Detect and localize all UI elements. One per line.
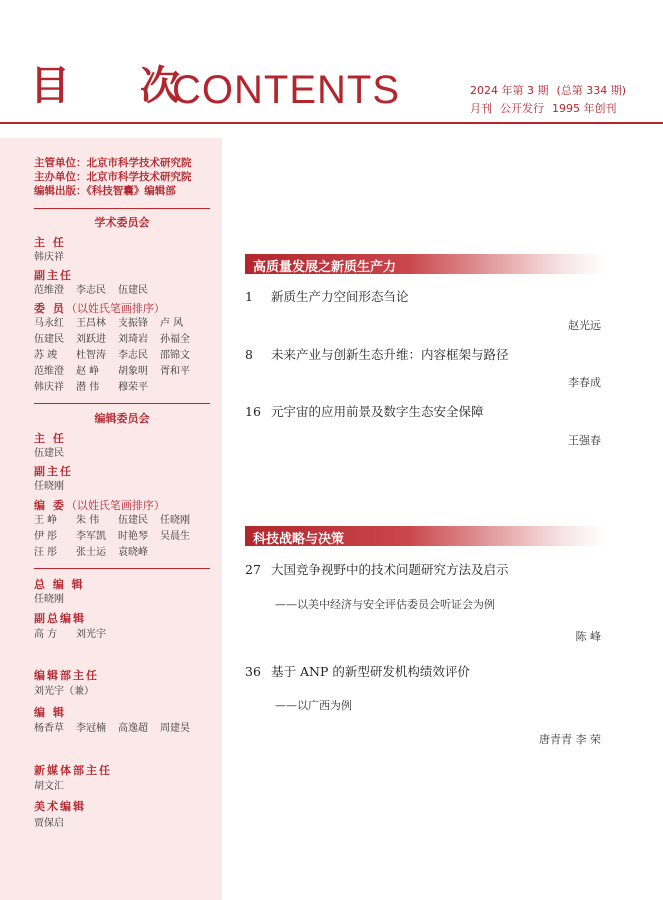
divider bbox=[34, 403, 210, 404]
distribution: 公开发行 bbox=[500, 102, 544, 115]
editorial-director-label: 主 任 bbox=[34, 432, 66, 445]
name: 朱 伟 bbox=[76, 515, 100, 526]
header bbox=[0, 0, 663, 126]
name-row bbox=[34, 364, 202, 380]
editors bbox=[34, 721, 202, 737]
name: 刘光宇 bbox=[76, 629, 106, 640]
deputy-chiefs bbox=[34, 627, 118, 643]
academic-director: 韩庆祥 bbox=[34, 252, 64, 263]
article-author: 李春成 bbox=[568, 376, 601, 389]
name: 伍建民 bbox=[118, 285, 148, 296]
name: 伍建民 bbox=[34, 334, 64, 345]
article-subtitle: ——以广西为例 bbox=[275, 699, 352, 712]
art-editor: 贾保启 bbox=[34, 818, 64, 829]
issue-number: 2024 年第 3 期 bbox=[470, 84, 549, 97]
name: 袁晓峰 bbox=[118, 547, 148, 558]
name: 时艳琴 bbox=[118, 531, 148, 542]
section-title: 高质量发展之新质生产力 bbox=[253, 260, 397, 275]
publisher-info bbox=[34, 156, 210, 198]
members-note: （以姓氏笔画排序） bbox=[65, 499, 165, 512]
article-author: 陈 峰 bbox=[575, 630, 601, 643]
new-media-label: 新媒体部主任 bbox=[34, 764, 112, 777]
name: 刘跃进 bbox=[76, 334, 106, 345]
name: 王 峥 bbox=[34, 515, 58, 526]
name: 穆荣平 bbox=[118, 382, 148, 393]
name: 胥和平 bbox=[160, 366, 190, 377]
name: 马永红 bbox=[34, 318, 64, 329]
article-title: 未来产业与创新生态升维：内容框架与路径 bbox=[271, 347, 509, 362]
chief-editor: 任晓刚 bbox=[34, 594, 64, 605]
name: 杨香草 bbox=[34, 723, 64, 734]
dept-director-label: 编辑部主任 bbox=[34, 669, 99, 682]
name: 范维澄 bbox=[34, 285, 64, 296]
name: 杜智涛 bbox=[76, 350, 106, 361]
article-title: 大国竞争视野中的技术问题研究方法及启示 bbox=[271, 562, 509, 577]
name-row bbox=[34, 348, 202, 364]
article-title: 新质生产力空间形态刍论 bbox=[271, 289, 409, 304]
editorial-members-label bbox=[34, 497, 165, 513]
frequency: 月刊 bbox=[470, 102, 492, 115]
editorial-deputy-label: 副主任 bbox=[34, 465, 73, 478]
divider bbox=[34, 568, 210, 569]
name: 卢 风 bbox=[160, 318, 184, 329]
new-media-director: 胡文汇 bbox=[34, 781, 64, 792]
article-title: 元宇宙的应用前景及数字生态安全保障 bbox=[271, 404, 484, 419]
article-author: 唐青青 李 荣 bbox=[539, 733, 601, 746]
academic-director-label: 主 任 bbox=[34, 236, 66, 249]
section-header bbox=[245, 254, 605, 274]
publisher-line: 编辑出版：《科技智囊》编辑部 bbox=[34, 185, 176, 197]
name-row bbox=[34, 529, 202, 545]
name: 邵锦文 bbox=[160, 350, 190, 361]
members-label: 委 员 bbox=[34, 302, 66, 315]
name: 苏 竣 bbox=[34, 350, 58, 361]
page-number: 36 bbox=[245, 664, 261, 679]
editorial-deputy: 任晓刚 bbox=[34, 481, 64, 492]
name: 韩庆祥 bbox=[34, 382, 64, 393]
toc-entry[interactable] bbox=[245, 560, 509, 578]
toc-entry[interactable] bbox=[245, 402, 484, 420]
name: 高逸超 bbox=[118, 723, 148, 734]
academic-deputy-label: 副主任 bbox=[34, 269, 73, 282]
name: 任晓刚 bbox=[160, 515, 190, 526]
name: 胡象明 bbox=[118, 366, 148, 377]
article-author: 王强春 bbox=[568, 434, 601, 447]
academic-members-label bbox=[34, 300, 165, 316]
name-row bbox=[34, 513, 202, 529]
section-title: 科技战略与决策 bbox=[253, 532, 345, 547]
toc-entry[interactable] bbox=[245, 287, 409, 305]
issue-info bbox=[470, 82, 634, 98]
editorial-members bbox=[34, 513, 202, 561]
name: 支振锋 bbox=[118, 318, 148, 329]
name: 吴晨生 bbox=[160, 531, 190, 542]
dept-director: 刘光宇（兼） bbox=[34, 686, 94, 697]
art-editor-label: 美术编辑 bbox=[34, 800, 86, 813]
members-label: 编 委 bbox=[34, 499, 66, 512]
editorial-director: 伍建民 bbox=[34, 448, 64, 459]
name: 李志民 bbox=[118, 350, 148, 361]
title-cn: 目 次 bbox=[30, 63, 208, 109]
name: 周建昊 bbox=[160, 723, 190, 734]
editorial-committee-title: 编辑委员会 bbox=[94, 412, 150, 425]
name: 李军凯 bbox=[76, 531, 106, 542]
name: 高 方 bbox=[34, 629, 58, 640]
founded: 1995 年创刊 bbox=[552, 102, 617, 115]
name: 李冠楠 bbox=[76, 723, 106, 734]
academic-committee-title: 学术委员会 bbox=[94, 216, 150, 229]
article-subtitle: ——以美中经济与安全评估委员会听证会为例 bbox=[275, 598, 495, 611]
members-note: （以姓氏笔画排序） bbox=[65, 302, 165, 315]
name: 赵 峥 bbox=[76, 366, 100, 377]
editors-label: 编 辑 bbox=[34, 706, 66, 719]
name: 伊 彤 bbox=[34, 531, 58, 542]
page-number: 16 bbox=[245, 404, 261, 419]
name: 李志民 bbox=[76, 285, 106, 296]
publication-info bbox=[470, 100, 625, 116]
name-row bbox=[34, 316, 202, 332]
name-row bbox=[34, 380, 202, 396]
toc-entry[interactable] bbox=[245, 345, 509, 363]
publisher-line: 主管单位：北京市科学技术研究院 bbox=[34, 157, 192, 169]
page-number: 27 bbox=[245, 562, 261, 577]
name: 孙福全 bbox=[160, 334, 190, 345]
name: 汪 彤 bbox=[34, 547, 58, 558]
name: 张士运 bbox=[76, 547, 106, 558]
publisher-line: 主办单位：北京市科学技术研究院 bbox=[34, 171, 192, 183]
deputy-chief-label: 副总编辑 bbox=[34, 612, 86, 625]
header-rule bbox=[0, 122, 663, 124]
issue-total: (总第 334 期) bbox=[556, 84, 627, 97]
article-title: 基于 ANP 的新型研发机构绩效评价 bbox=[271, 664, 470, 679]
title-en: CONTENTS bbox=[172, 68, 400, 112]
name-row bbox=[34, 545, 202, 561]
name: 刘琦岩 bbox=[118, 334, 148, 345]
name: 王昌林 bbox=[76, 318, 106, 329]
academic-deputies bbox=[34, 283, 160, 299]
name-row bbox=[34, 332, 202, 348]
section-header bbox=[245, 526, 605, 546]
academic-members bbox=[34, 316, 202, 396]
chief-editor-label: 总 编 辑 bbox=[34, 578, 85, 591]
page-number: 1 bbox=[245, 289, 253, 304]
name: 潜 伟 bbox=[76, 382, 100, 393]
toc-entry[interactable] bbox=[245, 662, 470, 680]
name: 伍建民 bbox=[118, 515, 148, 526]
page-number: 8 bbox=[245, 347, 253, 362]
name: 范维澄 bbox=[34, 366, 64, 377]
article-author: 赵光远 bbox=[568, 319, 601, 332]
divider bbox=[34, 208, 210, 209]
